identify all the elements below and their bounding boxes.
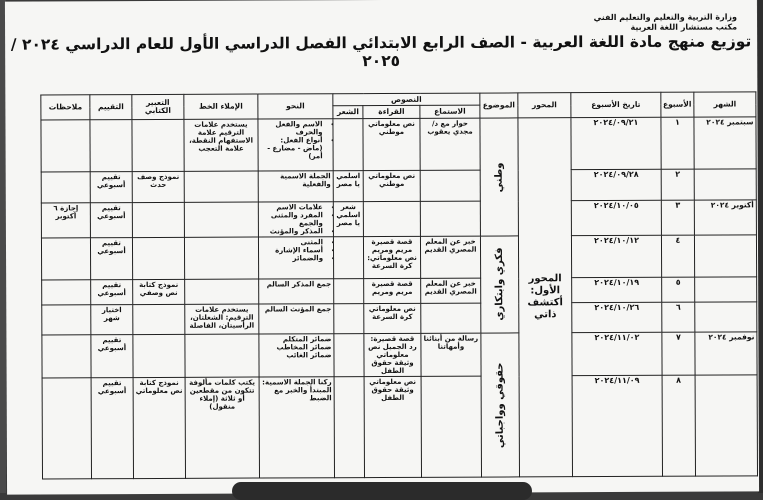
poetry-cell <box>333 237 363 279</box>
table-row <box>42 277 757 305</box>
notes-cell: إجازة ٦ أكتوبر <box>41 203 90 238</box>
table-row <box>42 302 757 335</box>
axis-cell <box>518 118 573 477</box>
writing-cell <box>132 202 184 237</box>
grammar-item: • المثنى <box>261 238 323 246</box>
ministry-name: وزارة التربية والتعليم والتعليم الفني <box>593 12 738 23</box>
topic-cell <box>480 118 519 236</box>
writing-cell: نموذج وصف حدث <box>132 171 184 202</box>
grammar-cell <box>259 334 334 377</box>
header-week: الأسبوع <box>661 92 694 117</box>
grammar-item: • أسماء الإشارة <box>261 246 323 254</box>
date-cell: ٢٠٢٤/١٠/٠٥ <box>571 200 661 235</box>
listening-cell <box>420 170 480 201</box>
writing-cell: نموذج كتابة نص معلوماتي <box>133 377 185 478</box>
notes-cell <box>42 378 91 479</box>
assessment-cell: تقييم أسبوعي <box>91 378 133 479</box>
notes-cell <box>41 238 90 280</box>
dictation-cell: يستخدم علامات الترقيم علامة الاستفهام النقطة، علامة التعجب <box>184 119 258 171</box>
table-row <box>41 200 756 238</box>
topic-label: وطني <box>493 162 505 192</box>
week-cell: ٦ <box>662 302 695 332</box>
grammar-item: • علامات الاسم <box>261 203 323 211</box>
grammar-item: ركنا الجملة الاسمية: المبتدأ والخبر مع الضبط <box>262 378 332 403</box>
listening-cell: خبر عن المعلم المصري القديم <box>421 278 481 303</box>
listening-cell <box>420 201 480 236</box>
date-cell: ٢٠٢٤/١٠/٢٦ <box>572 302 662 332</box>
poetry-cell <box>334 304 364 334</box>
month-cell <box>694 235 756 277</box>
header-notes: ملاحظات <box>41 95 90 120</box>
header-topic: الموضوع <box>480 93 518 118</box>
curriculum-table <box>40 91 758 479</box>
dictation-cell <box>184 202 258 237</box>
date-cell: ٢٠٢٤/١٠/١٢ <box>571 235 661 277</box>
topic-cell <box>481 333 520 477</box>
grammar-item: • الاسم والفعل والحرف <box>260 120 322 136</box>
poetry-cell <box>334 334 364 377</box>
document-page <box>5 0 759 495</box>
dictation-cell <box>185 334 259 377</box>
grammar-item: ضمائر المتكلم ضمائر المخاطب ضمائر الغائب <box>276 335 332 360</box>
poetry-cell: شعر اسلمي يا مصر <box>333 202 363 237</box>
notes-cell <box>41 172 90 203</box>
table-row <box>41 169 756 203</box>
date-cell: ٢٠٢٤/٠٩/٢٨ <box>571 169 661 200</box>
assessment-cell: تقييم أسبوعي <box>91 280 133 305</box>
assessment-cell: تقييم أسبوعي <box>90 172 132 203</box>
writing-cell <box>133 334 185 377</box>
writing-cell <box>133 304 185 334</box>
reading-cell: قصة قصيرة مريم ومريم <box>364 278 421 303</box>
month-cell <box>695 277 757 302</box>
listening-cell <box>421 376 481 477</box>
month-cell: أكتوبر ٢٠٢٤ <box>694 200 756 235</box>
reading-cell: نص معلوماتي وثيقة حقوق الطفل <box>364 376 421 477</box>
week-cell: ٥ <box>662 277 695 302</box>
month-cell <box>694 169 756 200</box>
reading-cell: نص معلوماتي كرة السرعة <box>364 303 421 333</box>
grammar-item: جمع المؤنث السالم <box>264 305 332 314</box>
month-cell: نوفمبر ٢٠٢٤ <box>695 332 757 375</box>
date-cell: ٢٠٢٤/٠٩/٢١ <box>571 117 661 169</box>
dictation-cell <box>185 279 259 304</box>
header-texts: النصوص <box>333 93 480 106</box>
poetry-cell <box>334 279 364 304</box>
header-month: الشهر <box>694 92 756 117</box>
table-row <box>42 332 757 378</box>
grammar-cell <box>259 377 334 478</box>
grammar-item: • أنواع الفعل: (ماض - مضارع - أمر) <box>261 136 323 160</box>
page-title: توزيع منهج مادة اللغة العربية - الصف الرابع الابتدائي الفصل الدراسي الأول للعام الدراسي ٢٠٢٤ /٢٠٢٥ <box>10 32 752 71</box>
grammar-item: • والضمائر <box>261 254 323 262</box>
dictation-cell <box>184 171 258 202</box>
dictation-cell: يستخدم علامات الترقيم: الشغلتان، الرأسيتان، الفاصلة <box>185 304 259 334</box>
assessment-cell: تقييم أسبوعي <box>90 238 132 280</box>
notes-cell <box>42 280 91 305</box>
ministry-header <box>594 12 737 33</box>
assessment-cell: تقييم أسبوعي <box>90 203 132 238</box>
poetry-cell <box>333 119 363 171</box>
notes-cell <box>41 120 90 172</box>
month-cell <box>695 375 757 476</box>
table-row <box>41 235 756 280</box>
header-date: تاريخ الأسبوع <box>571 92 661 117</box>
assessment-cell <box>90 120 132 172</box>
date-cell: ٢٠٢٤/١١/٠٩ <box>572 375 662 476</box>
header-dictation: الإملاء الخط <box>184 94 258 119</box>
grammar-cell <box>258 237 333 279</box>
dictation-cell: يكتب كلمات مألوفة تتكون من مقطعين أو ثلاثة (إملاء منقول) <box>185 377 259 478</box>
grammar-cell <box>259 304 334 334</box>
topic-cell <box>480 236 518 333</box>
reading-cell: نص معلوماتي موطني <box>363 118 420 170</box>
writing-cell: نموذج كتابة نص وصفي <box>133 279 185 304</box>
writing-cell <box>132 119 184 171</box>
reading-cell: قصة قصيرة مريم ومريم نص معلوماتي: كرة السرعة <box>363 236 420 278</box>
header-poetry: الشعر <box>333 106 363 119</box>
office-name: مكتب مستشار اللغة العربية <box>630 22 738 32</box>
writing-cell <box>132 237 184 279</box>
grammar-cell <box>258 119 333 171</box>
date-cell: ٢٠٢٤/١٠/١٩ <box>572 277 662 302</box>
grammar-item: • المفرد والمثنى والجمع <box>261 211 323 227</box>
axis-label: المحور الأول: أكتشف ذاتي <box>527 273 563 321</box>
listening-cell: حوار مع د/ مجدي يعقوب <box>420 118 480 170</box>
week-cell: ٢ <box>661 169 694 200</box>
month-cell: سبتمبر ٢٠٢٤ <box>694 117 756 169</box>
poetry-cell <box>334 377 364 478</box>
header-axis: المحور <box>518 93 571 118</box>
week-cell: ١ <box>661 117 694 169</box>
topic-label: حقوقي وواجباتي <box>494 362 506 448</box>
reading-cell: قصة قصيرة: رد الجميل نص معلوماتي وثيقة حقوق الطفل <box>364 333 421 376</box>
listening-cell <box>421 303 481 333</box>
notes-cell <box>42 305 91 335</box>
week-cell: ٤ <box>661 235 694 277</box>
table-row <box>41 117 756 172</box>
week-cell: ٧ <box>662 332 695 375</box>
header-grammar: النحو <box>258 94 333 119</box>
table-row <box>42 375 757 479</box>
listening-cell: خبر عن المعلم المصري القديم <box>420 236 480 278</box>
grammar-cell <box>258 171 333 202</box>
topic-label: فكري وابتكاري <box>493 247 505 322</box>
week-cell: ٣ <box>661 200 694 235</box>
date-cell: ٢٠٢٤/١١/٠٢ <box>572 332 662 375</box>
header-listening: الاستماع <box>420 105 480 118</box>
reading-cell <box>363 201 420 236</box>
header-assessment: التقييم <box>90 95 132 120</box>
grammar-item: • المذكر والمؤنث <box>261 227 323 235</box>
poetry-cell: اسلمي يا مصر <box>333 171 363 202</box>
header-reading: القراءة <box>363 105 420 118</box>
header-writing: التعبير الكتابي <box>132 94 184 119</box>
month-cell <box>695 302 757 332</box>
dictation-cell <box>184 237 258 279</box>
assessment-cell: تقييم أسبوعي <box>91 335 133 378</box>
photo-shadow <box>232 482 532 500</box>
grammar-cell <box>259 279 334 304</box>
notes-cell <box>42 335 91 378</box>
reading-cell: نص معلوماتي موطني <box>363 170 420 201</box>
grammar-item: الجملة الاسمية والفعلية <box>280 172 331 189</box>
week-cell: ٨ <box>662 375 695 476</box>
assessment-cell: اختبار شهر <box>91 305 133 335</box>
grammar-cell <box>258 202 333 237</box>
listening-cell: رسالة من أبنائنا وأمهاتنا <box>421 333 481 376</box>
grammar-item: جمع المذكر السالم <box>266 280 332 289</box>
